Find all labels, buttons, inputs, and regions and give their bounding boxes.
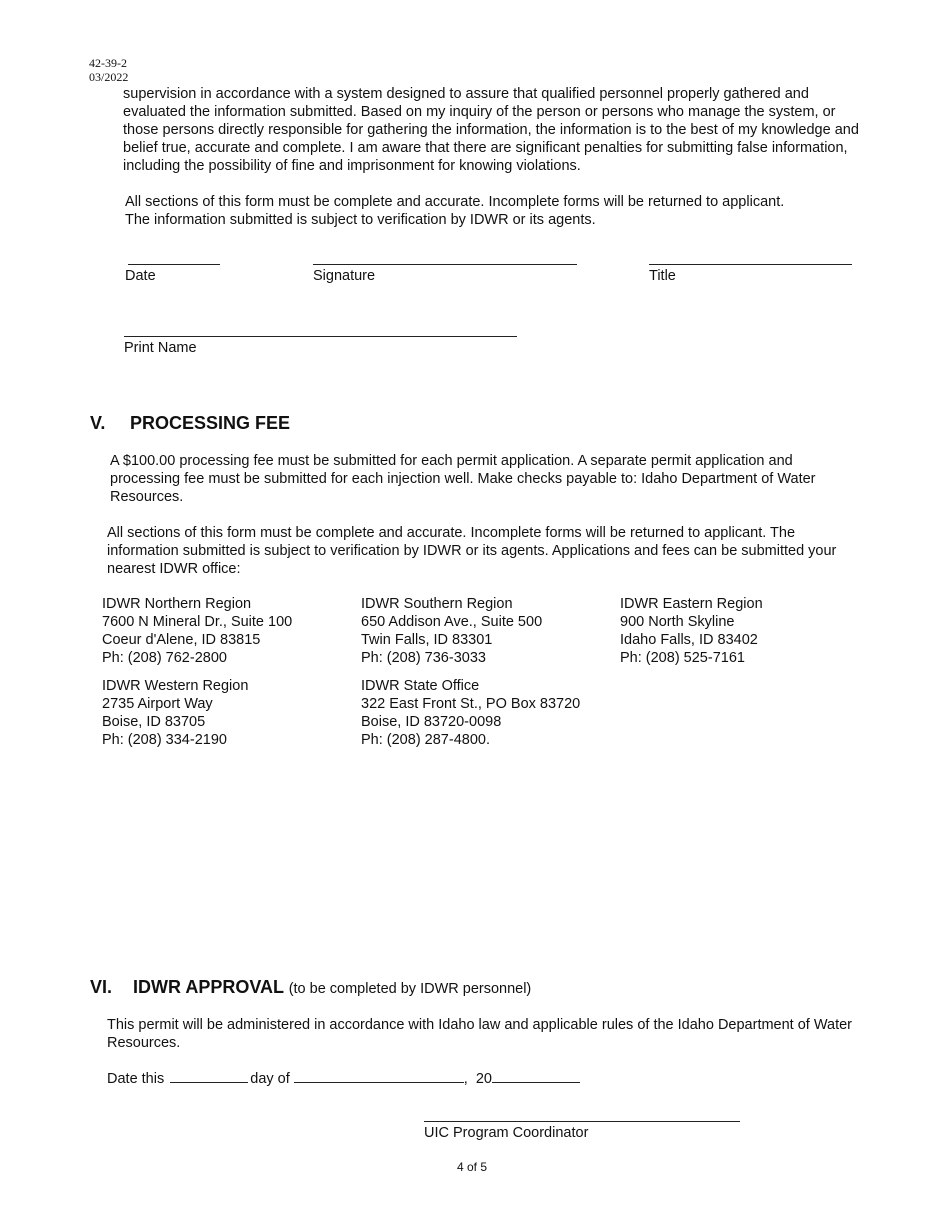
year-blank[interactable] xyxy=(492,1070,580,1083)
office-street: 322 East Front St., PO Box 83720 xyxy=(361,696,581,712)
office-name: IDWR Northern Region xyxy=(102,596,252,612)
signature-field[interactable] xyxy=(313,264,577,284)
office-city: Boise, ID 83705 xyxy=(102,714,206,730)
section-v-heading xyxy=(90,413,290,434)
section-vi-note: (to be completed by IDWR personnel) xyxy=(288,981,532,997)
date-label: Date xyxy=(125,268,156,284)
day-blank[interactable] xyxy=(170,1070,248,1083)
print-name-label: Print Name xyxy=(124,340,197,356)
office-street: 7600 N Mineral Dr., Suite 100 xyxy=(102,614,293,630)
office-phone: Ph: (208) 525-7161 xyxy=(620,650,745,666)
page-number: 4 of 5 xyxy=(457,1160,488,1174)
submission-text: All sections of this form must be complete and accurate. Incomplete forms will be returned to applicant. The information submitted is subject to verification by IDWR or its agents. Applications and fees can be submitted your nearest IDWR office: xyxy=(107,525,837,577)
approval-date-line: Date this day of , 20 xyxy=(107,1070,580,1087)
title-field[interactable] xyxy=(649,264,852,284)
certification-continuation: supervision in accordance with a system designed to assure that qualified personnel properly gathered and evaluated the information submitted. Based on my inquiry of the person or persons who manage the system, or those persons directly responsible for gathering the information, the information is to the best of my knowledge and belief true, accurate and complete. I am aware that there are significant penalties for submitting false information, including the possibility of fine and imprisonment for knowing violations. xyxy=(123,86,859,174)
office-city: Coeur d'Alene, ID 83815 xyxy=(102,632,261,648)
office-name: IDWR Southern Region xyxy=(361,596,513,612)
office-name: IDWR State Office xyxy=(361,678,480,694)
office-southern-region xyxy=(361,595,542,667)
day-of-label: day of xyxy=(250,1071,290,1087)
date-signature-line[interactable] xyxy=(128,264,220,265)
office-name: IDWR Western Region xyxy=(102,678,249,694)
office-eastern-region xyxy=(620,595,763,667)
office-phone: Ph: (208) 334-2190 xyxy=(102,732,227,748)
office-phone: Ph: (208) 762-2800 xyxy=(102,650,227,666)
office-city: Twin Falls, ID 83301 xyxy=(361,632,493,648)
office-phone: Ph: (208) 287-4800. xyxy=(361,732,490,748)
certification-notice: All sections of this form must be complete and accurate. Incomplete forms will be returned to applicant. The information submitted is subject to verification by IDWR or its agents. xyxy=(125,194,785,228)
title-line[interactable] xyxy=(649,264,852,265)
form-revision: 03/2022 xyxy=(89,70,129,84)
office-phone: Ph: (208) 736-3033 xyxy=(361,650,486,666)
coordinator-label: UIC Program Coordinator xyxy=(424,1125,589,1141)
form-number: 42-39-2 xyxy=(89,56,127,70)
form-id xyxy=(89,56,128,84)
office-name: IDWR Eastern Region xyxy=(620,596,763,612)
processing-fee-text: A $100.00 processing fee must be submitted for each permit application. A separate permit application and processing fee must be submitted for each injection well. Make checks payable to: Idaho Department of Water Resources. xyxy=(110,453,816,505)
date-field[interactable] xyxy=(125,264,220,284)
coordinator-signature[interactable] xyxy=(424,1121,740,1141)
office-city: Idaho Falls, ID 83402 xyxy=(620,632,758,648)
print-name-field[interactable] xyxy=(124,336,517,356)
office-state-office xyxy=(361,677,580,749)
section-v-number: V. xyxy=(90,413,106,433)
section-vi-number: VI. xyxy=(90,977,113,997)
office-street: 2735 Airport Way xyxy=(102,696,213,712)
signature-label: Signature xyxy=(313,268,376,284)
office-city: Boise, ID 83720-0098 xyxy=(361,714,502,730)
title-label: Title xyxy=(649,268,676,284)
month-blank[interactable] xyxy=(294,1070,464,1083)
signature-line[interactable] xyxy=(313,264,577,265)
approval-admin-text: This permit will be administered in accordance with Idaho law and applicable rules of the Idaho Department of Water Resources. xyxy=(107,1017,852,1051)
date-this-label: Date this xyxy=(107,1071,165,1087)
section-v-title: PROCESSING FEE xyxy=(130,413,291,433)
office-street: 900 North Skyline xyxy=(620,614,735,630)
year-prefix: 20 xyxy=(475,1071,492,1087)
print-name-line[interactable] xyxy=(124,336,517,337)
section-vi-heading xyxy=(90,977,531,998)
office-western-region xyxy=(102,677,248,749)
coordinator-signature-line[interactable] xyxy=(424,1121,740,1122)
office-northern-region xyxy=(102,595,292,667)
section-vi-title: IDWR APPROVAL xyxy=(133,977,284,997)
office-street: 650 Addison Ave., Suite 500 xyxy=(361,614,543,630)
